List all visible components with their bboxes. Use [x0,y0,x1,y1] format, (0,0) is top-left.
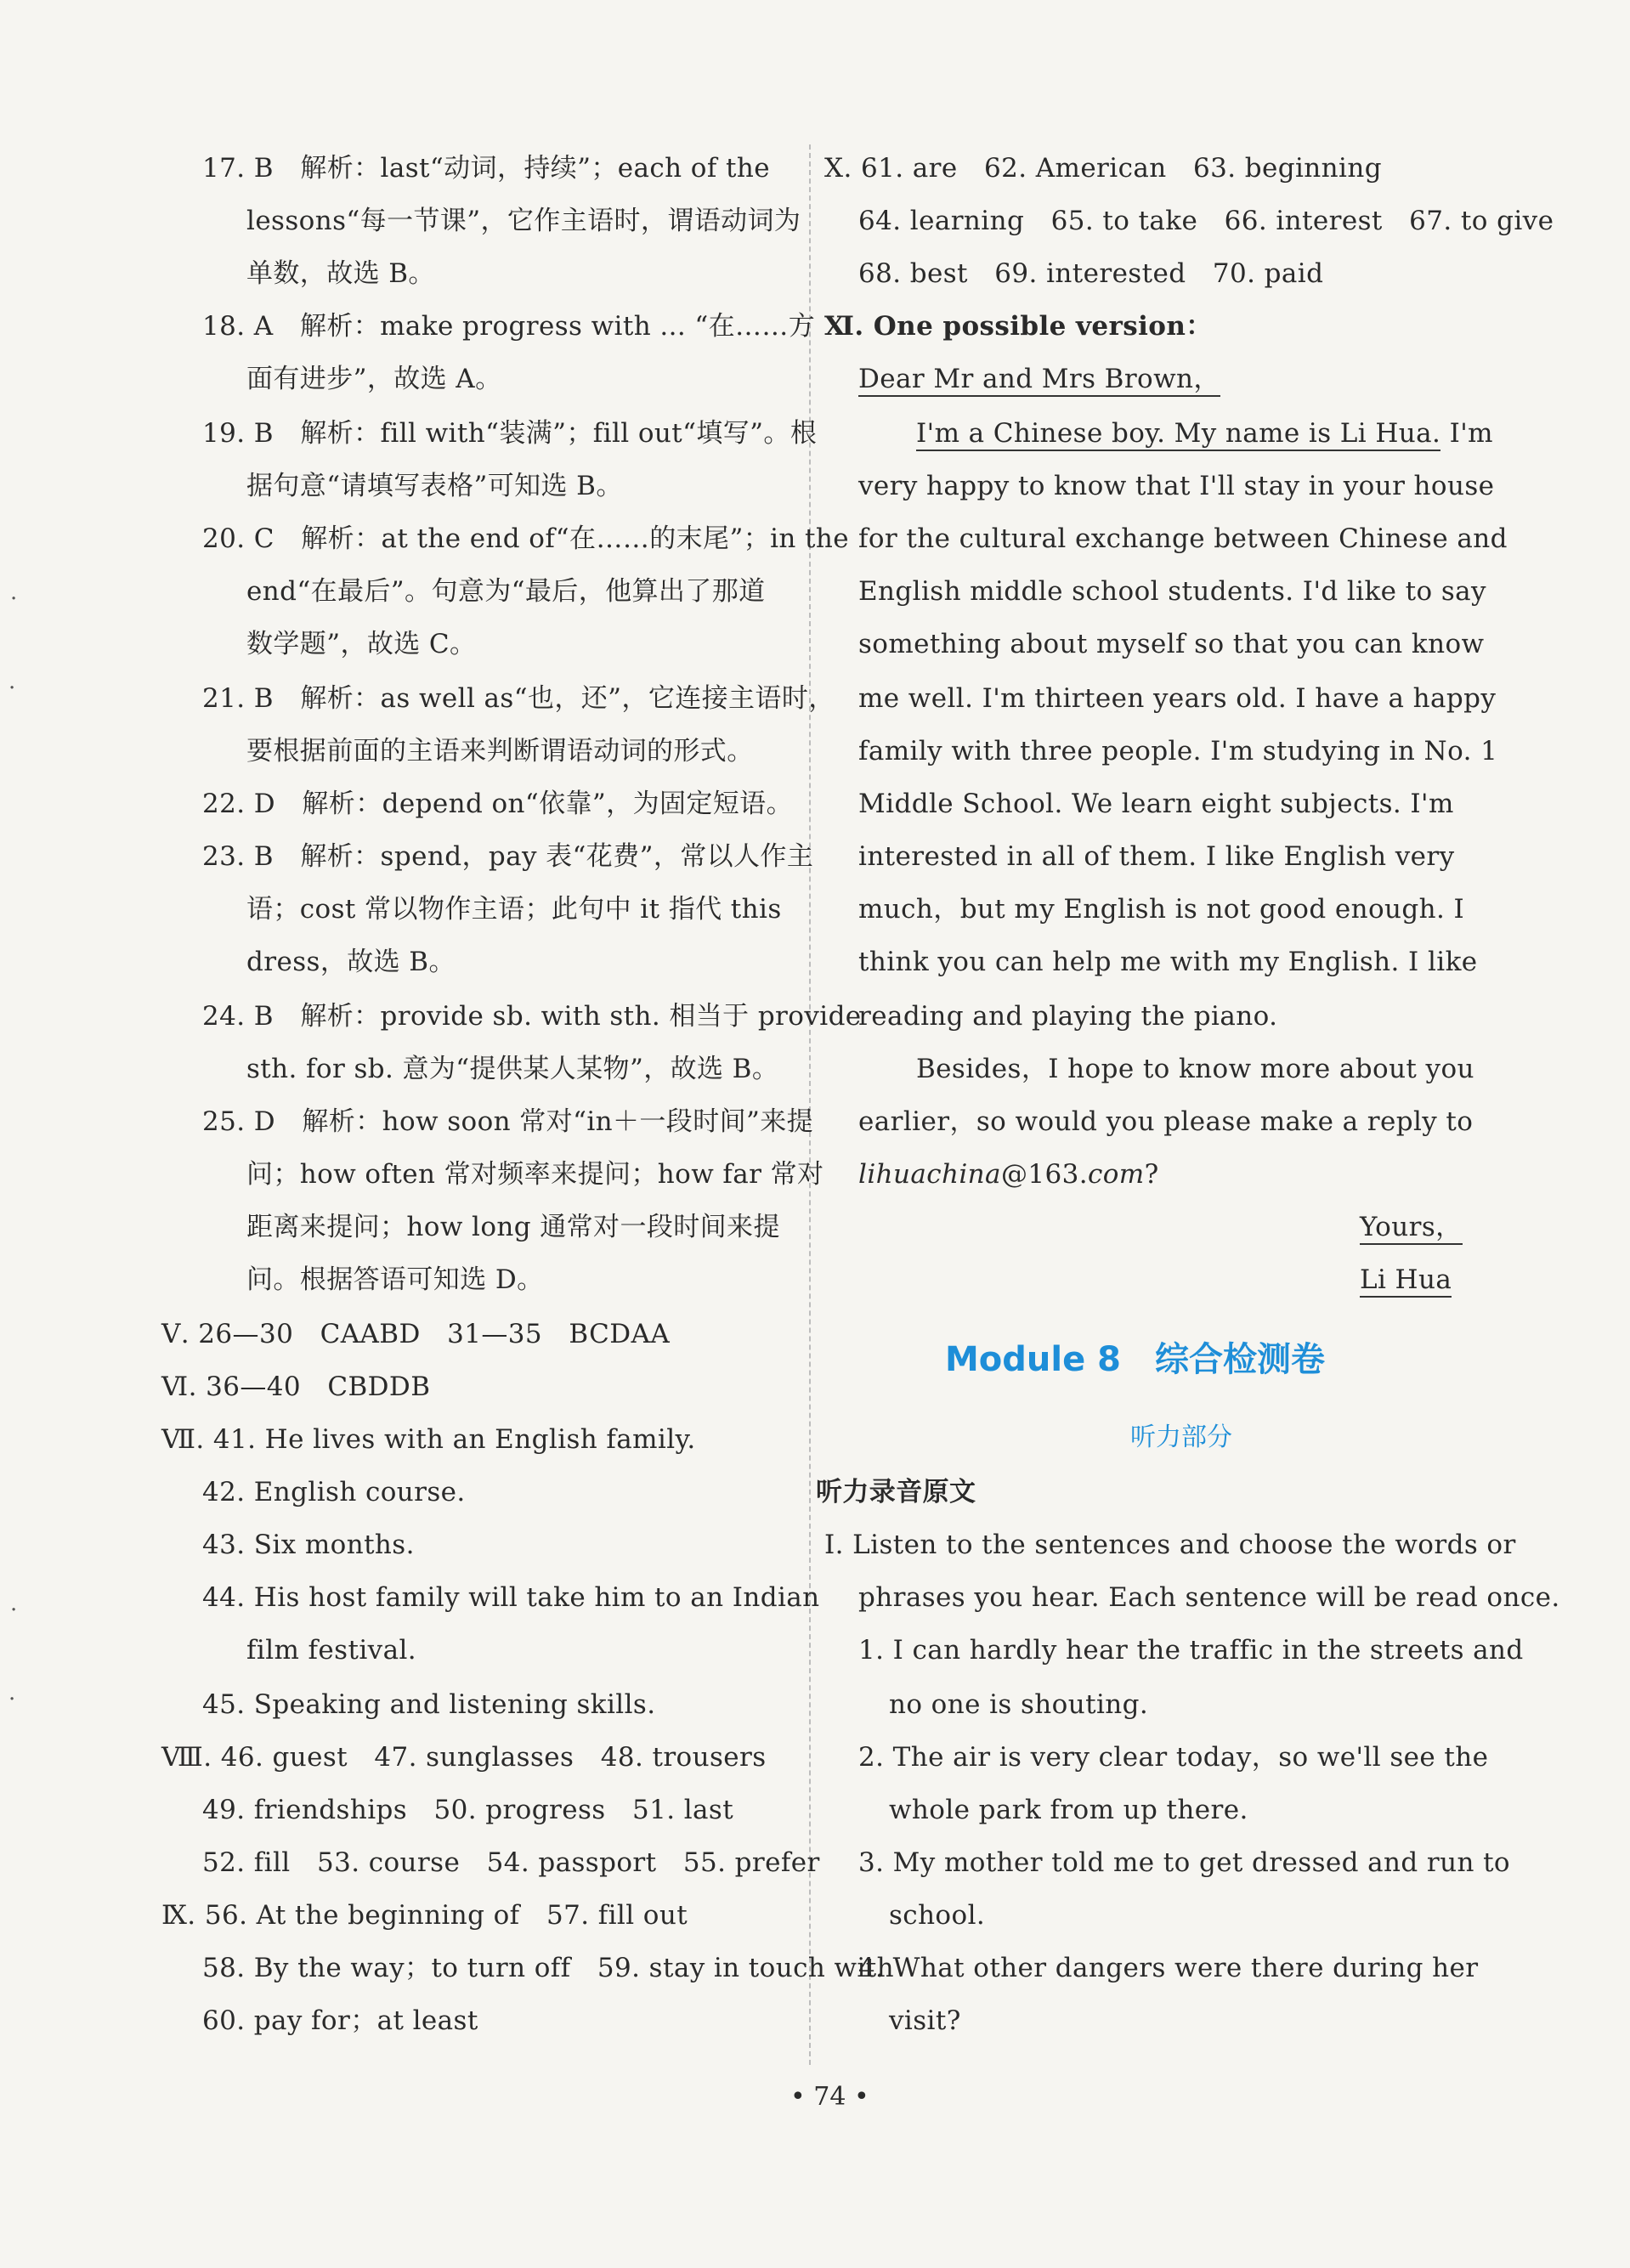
answer-line: 24. B 解析：provide sb. with sth. 相当于 provide [202,1001,862,1032]
answer-line: 据句意“请填写表格”可知选 B。 [246,471,623,501]
letter-line: Middle School. We learn eight subjects. I'm [858,789,1454,819]
closing-text: Yours， [1360,1212,1463,1245]
answer-line: 22. D 解析：depend on“依靠”，为固定短语。 [202,789,793,819]
module-title: Module 8 综合检测卷 [945,1340,1325,1379]
page-number: • 74 • [790,2082,869,2112]
letter-line: family with three people. I'm studying in No. 1 [858,736,1498,766]
answer-line: 19. B 解析：fill with“装满”；fill out“填写”。根 [202,418,818,449]
answer-line: 45. Speaking and listening skills. [202,1689,656,1720]
letter-line: think you can help me with my English. I like [858,947,1478,977]
letter-closing [1360,1210,1463,1244]
answer-line: 52. fill 53. course 54. passport 55. prefer [202,1847,820,1878]
letter-signature [1360,1263,1452,1297]
writing-heading: Ⅺ. One possible version： [824,311,1213,342]
answer-line: dress，故选 B。 [246,947,456,977]
answer-line: 64. learning 65. to take 66. interest 67. to give [858,206,1554,236]
listening-subheading: 听力录音原文 [816,1477,976,1507]
email-tld: com [1087,1159,1145,1190]
answer-line: 49. friendships 50. progress 51. last [202,1795,734,1825]
answer-line: Ⅹ. 61. are 62. American 63. beginning [824,153,1382,184]
answer-line: 60. pay for；at least [202,2005,478,2036]
answer-line: Ⅷ. 46. guest 47. sunglasses 48. trousers [161,1742,767,1773]
letter-line: me well. I'm thirteen years old. I have a happy [858,683,1497,714]
answer-line: 要根据前面的主语来判断谓语动词的形式。 [246,736,754,766]
answer-line: 21. B 解析：as well as“也，还”，它连接主语时， [202,683,835,714]
listening-line: 2. The air is very clear today，so we'll see the [858,1742,1489,1773]
listening-line: school. [889,1900,986,1931]
email-user: lihuachina [858,1159,1001,1190]
answer-line: 17. B 解析：last“动词，持续”；each of the [202,153,770,184]
answer-line: 44. His host family will take him to an Indian [202,1582,820,1613]
letter-line: English middle school students. I'd like to say [858,576,1486,607]
margin-mark: · [8,676,16,701]
answer-line: 数学题”，故选 C。 [246,629,477,659]
listening-line: 3. My mother told me to get dressed and run to [858,1847,1510,1878]
listening-line: 4. What other dangers were there during her [858,1953,1479,1983]
answer-line: 42. English course. [202,1477,466,1507]
listening-line: phrases you hear. Each sentence will be read once. [858,1582,1560,1613]
letter-line: for the cultural exchange between Chinese and [858,523,1508,554]
listening-line: 1. I can hardly hear the traffic in the streets and [858,1635,1524,1666]
letter-line: earlier，so would you please make a reply to [858,1106,1474,1137]
answer-line: 问。根据答语可知选 D。 [246,1264,544,1295]
letter-line [916,416,1493,450]
answer-line: 68. best 69. interested 70. paid [858,258,1324,289]
answer-line: film festival. [246,1635,417,1666]
salutation-text: Dear Mr and Mrs Brown， [858,364,1220,397]
answer-line: lessons“每一节课”，它作主语时，谓语动词为 [246,206,801,236]
letter-email-line [858,1157,1159,1191]
answer-line: 18. A 解析：make progress with ... “在……方 [202,311,816,342]
letter-salutation [858,362,1220,396]
signature-text: Li Hua [1360,1264,1452,1298]
answer-line: 58. By the way；to turn off 59. stay in touch with [202,1953,894,1983]
answer-line: Ⅵ. 36—40 CBDDB [161,1372,431,1402]
email-end: ? [1144,1159,1159,1190]
margin-mark: · [8,1687,16,1712]
letter-line: something about myself so that you can know [858,629,1485,659]
answer-line: 问；how often 常对频率来提问；how far 常对 [246,1159,824,1190]
letter-line: very happy to know that I'll stay in your house [858,471,1495,501]
answer-line: 20. C 解析：at the end of“在……的末尾”；in the [202,523,850,554]
letter-text: I'm [1440,418,1493,449]
letter-line: much，but my English is not good enough. I [858,894,1465,925]
email-domain: @163. [1000,1159,1088,1190]
letter-line: Besides，I hope to know more about you [916,1054,1474,1084]
answer-line: 25. D 解析：how soon 常对“in＋一段时间”来提 [202,1106,814,1137]
answer-line: 单数，故选 B。 [246,258,435,289]
letter-underlined-sentence: I'm a Chinese boy. My name is Li Hua. [916,418,1440,451]
listening-line: no one is shouting. [889,1689,1149,1720]
margin-mark: · [10,586,18,612]
listening-line: visit? [889,2005,961,2036]
letter-line: reading and playing the piano. [858,1001,1278,1032]
answer-line: sth. for sb. 意为“提供某人某物”，故选 B。 [246,1054,779,1084]
letter-line: interested in all of them. I like English very [858,841,1455,872]
answer-line: end“在最后”。句意为“最后，他算出了那道 [246,576,766,607]
answer-line: Ⅶ. 41. He lives with an English family. [161,1424,696,1455]
listening-line: Ⅰ. Listen to the sentences and choose the words or [824,1530,1516,1560]
answer-line: Ⅸ. 56. At the beginning of 57. fill out [161,1900,688,1931]
listening-line: whole park from up there. [889,1795,1248,1825]
answer-line: 距离来提问；how long 通常对一段时间来提 [246,1212,780,1242]
answer-line: Ⅴ. 26—30 CAABD 31—35 BCDAA [161,1319,671,1349]
section-title: 听力部分 [1130,1422,1232,1452]
answer-line: 23. B 解析：spend，pay 表“花费”，常以人作主 [202,841,814,872]
answer-line: 语；cost 常以物作主语；此句中 it 指代 this [246,894,782,925]
answer-line: 43. Six months. [202,1530,415,1560]
answer-line: 面有进步”，故选 A。 [246,364,502,394]
margin-mark: · [10,1598,18,1623]
